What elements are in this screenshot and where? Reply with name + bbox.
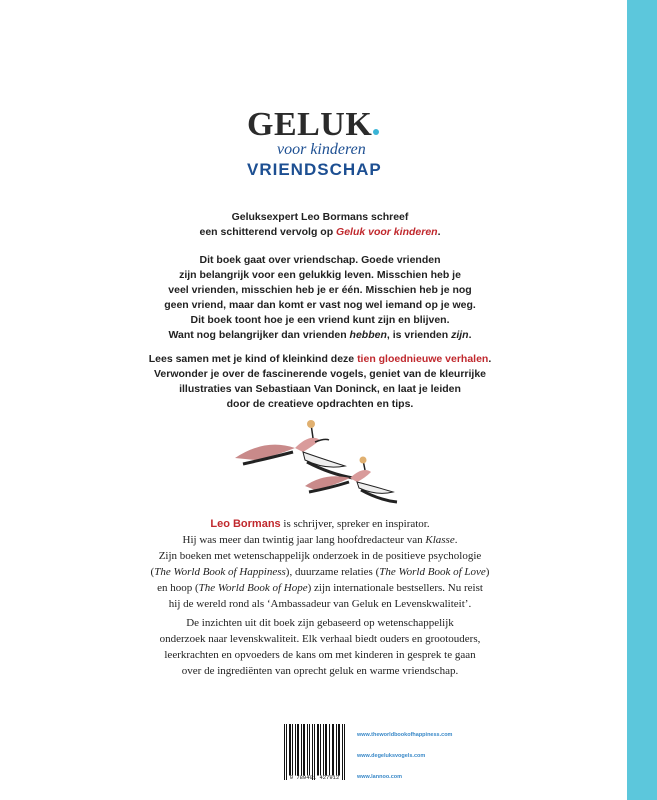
bio-line: Hij was meer dan twintig jaar lang hoofdredacteur van Klasse.: [182, 534, 458, 546]
bio-line: en hoop (The World Book of Hope) zijn internationale bestsellers. Nu reist: [157, 582, 483, 594]
website-link[interactable]: www.degeluksvogels.com: [357, 753, 426, 759]
bio-line: Leo Bormans is schrijver, spreker en inspirator.: [210, 518, 430, 530]
invite-line: door de creatieve opdrachten en tips.: [226, 398, 414, 410]
intro-line: Geluksexpert Leo Bormans schreef: [231, 211, 409, 223]
crane-birds-illustration: [225, 418, 400, 508]
logo-title: GELUK: [247, 108, 427, 142]
website-link[interactable]: www.theworldbookofhappiness.com: [357, 732, 453, 738]
isbn-number: 9 789401 427912: [289, 774, 340, 781]
bio-line: hij de wereld rond als ‘Ambassadeur van Geluk en Levenskwaliteit’.: [168, 598, 472, 610]
invite-line: Lees samen met je kind of kleinkind deze tien gloednieuwe verhalen.: [148, 353, 492, 365]
about-paragraph: [120, 253, 520, 343]
isbn-barcode-icon: [282, 724, 347, 780]
about-line: geen vriend, maar dan komt er vast nog wel iemand op je weg.: [164, 299, 476, 311]
research-line: leerkrachten en opvoeders de kans om met kinderen in gesprek te gaan: [164, 649, 476, 661]
bio-line: Zijn boeken met wetenschappelijk onderzoek in de positieve psychologie: [158, 550, 482, 562]
intro-paragraph: [120, 210, 520, 240]
invite-line: illustraties van Sebastiaan Van Doninck, en laat je leiden: [179, 383, 461, 395]
author-bio: [85, 516, 555, 612]
logo-subtitle: voor kinderen: [277, 141, 366, 158]
author-name: Leo Bormans: [210, 518, 281, 530]
research-line: onderzoek naar levenskwaliteit. Elk verhaal biedt ouders en grootouders,: [159, 633, 481, 645]
research-line: De inzichten uit dit boek zijn gebaseerd op wetenschappelijk: [186, 617, 454, 629]
about-line: zijn belangrijk voor een gelukkig leven. Misschien heb je: [179, 269, 461, 281]
invite-paragraph: [120, 352, 520, 412]
about-line: veel vrienden, misschien heb je er één. Misschien heb je nog: [168, 284, 472, 296]
book-spine-strip: [627, 0, 657, 800]
website-list: [357, 725, 452, 788]
about-line: Dit boek gaat over vriendschap. Goede vrienden: [199, 254, 441, 266]
book-logo: [247, 108, 427, 180]
research-paragraph: [85, 615, 555, 679]
stories-highlight: tien gloednieuwe verhalen: [357, 353, 489, 365]
invite-line: Verwonder je over de fascinerende vogels, geniet van de kleurrijke: [153, 368, 487, 380]
research-line: over de ingrediënten van oprecht geluk en warme vriendschap.: [181, 665, 459, 677]
website-link[interactable]: www.lannoo.com: [357, 774, 403, 780]
about-line: Dit boek toont hoe je een vriend kunt zijn en blijven.: [190, 314, 450, 326]
logo-theme: VRIENDSCHAP: [247, 160, 382, 179]
about-line: Want nog belangrijker dan vrienden hebben, is vrienden zijn.: [168, 329, 472, 341]
bio-line: (The World Book of Happiness), duurzame relaties (The World Book of Love): [150, 566, 490, 578]
crane-bird-icon: [235, 420, 353, 478]
logo-dot-icon: [373, 129, 379, 135]
intro-line: een schitterend vervolg op Geluk voor kinderen.: [199, 226, 441, 238]
book-title-link: Geluk voor kinderen: [336, 226, 438, 238]
